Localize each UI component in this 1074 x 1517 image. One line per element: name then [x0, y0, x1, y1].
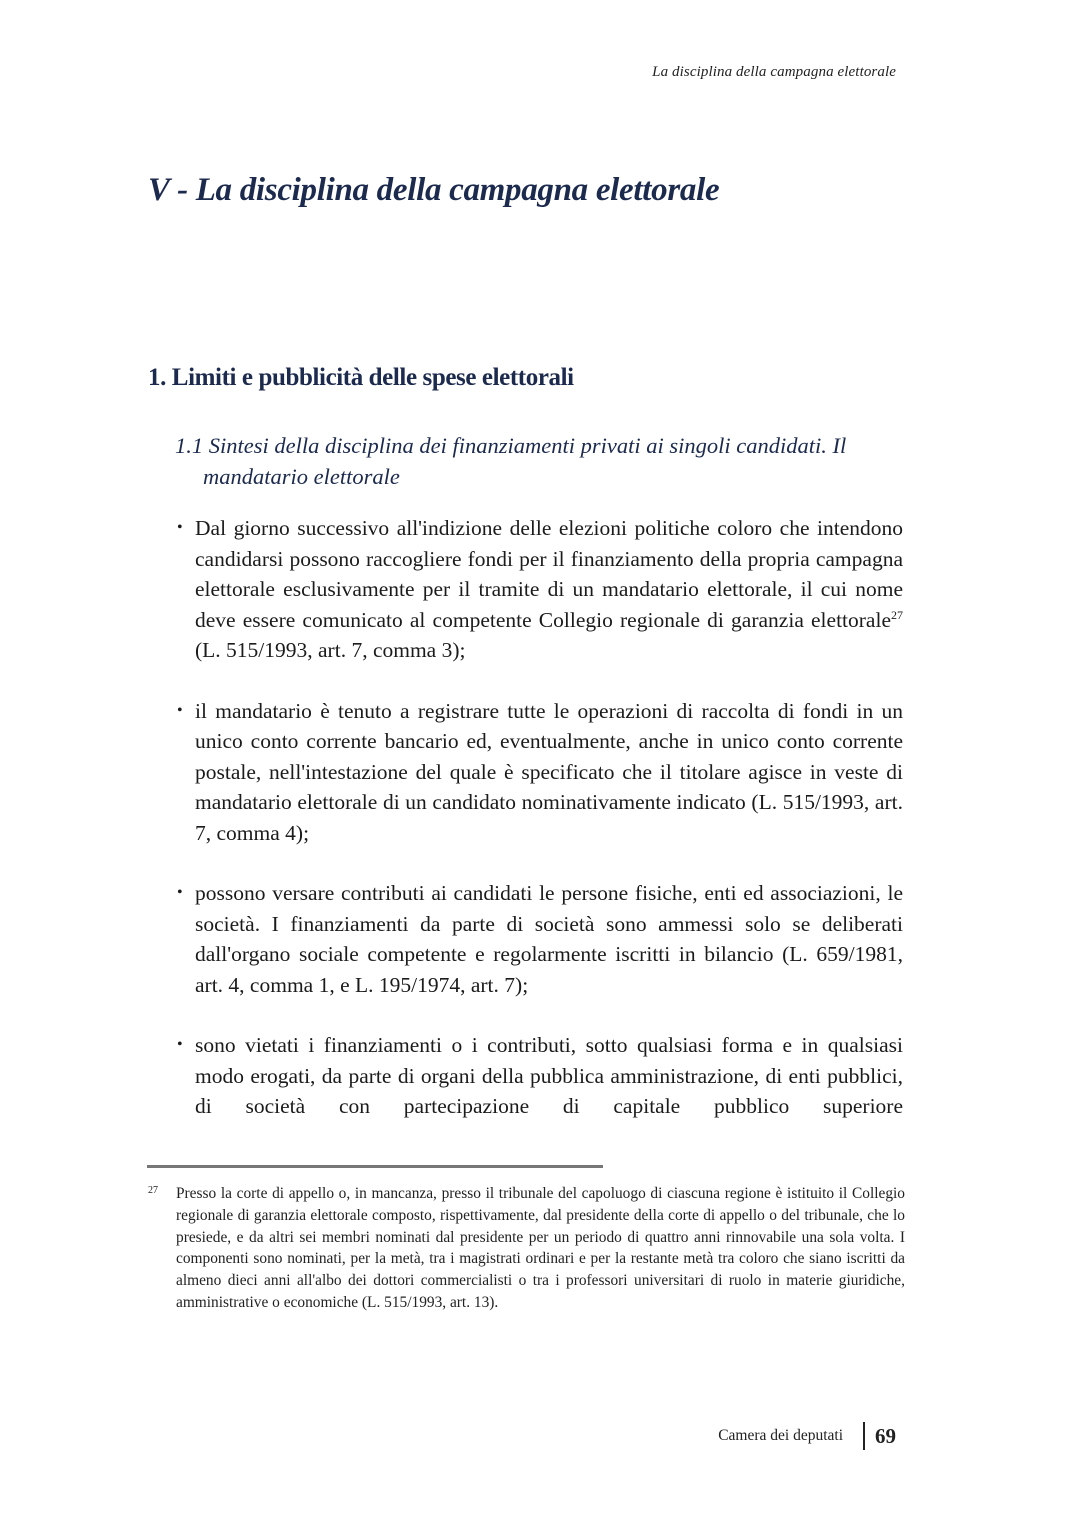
- section-title: 1. Limiti e pubblicità delle spese elettorali: [148, 364, 574, 391]
- bullet-item: [175, 878, 903, 1000]
- chapter-title: V - La disciplina della campagna elettorale: [148, 172, 720, 208]
- bullet-list: [175, 513, 903, 1152]
- footnote-divider: [147, 1165, 603, 1168]
- subsection-title: 1.1 Sintesi della disciplina dei finanziamenti privati ai singoli candidati. Il mandatario elettorale: [175, 433, 847, 489]
- bullet-text: Dal giorno successivo all'indizione delle elezioni politiche coloro che intendono candidarsi possono raccogliere fondi per il finanziamento della propria campagna elettorale esclusivamente per il tramite di un mandatario elettorale, il cui nome deve essere comunicato al competente Collegio regionale di garanzia elettorale: [195, 516, 903, 632]
- bullet-text: possono versare contributi ai candidati le persone fisiche, enti ed associazioni, le società. I finanziamenti da parte di società sono ammessi solo se deliberati dall'organo sociale competente e regolarmente iscritti in bilancio (L. 659/1981, art. 4, comma 1, e L. 195/1974, art. 7);: [195, 881, 903, 997]
- page-footer: [718, 1422, 896, 1450]
- bullet-text: sono vietati i finanziamenti o i contributi, sotto qualsiasi forma e in qualsiasi modo erogati, da parte di organi della pubblica amministrazione, di enti pubblici, di società con partecipazione di capitale pubblico superiore: [195, 1033, 903, 1118]
- bullet-dot-icon: •: [177, 701, 183, 719]
- footnote: [148, 1183, 905, 1314]
- bullet-text: il mandatario è tenuto a registrare tutte le operazioni di raccolta di fondi in un unico conto corrente bancario ed, eventualmente, anche in unico conto corrente postale, nell'intestazione del quale è specificato che il titolare agisce in veste di mandatario elettorale di un candidato nominativamente indicato (L. 515/1993, art. 7, comma 4);: [195, 698, 903, 845]
- bullet-item: [175, 1030, 903, 1122]
- bullet-dot-icon: •: [177, 1036, 183, 1053]
- footer-divider: [863, 1422, 865, 1450]
- bullet-item: [175, 696, 903, 849]
- running-header: La disciplina della campagna elettorale: [652, 64, 896, 80]
- bullet-dot-icon: •: [177, 884, 183, 901]
- footnote-number: 27: [148, 1185, 158, 1196]
- bullet-text-citation: (L. 515/1993, art. 7, comma 3);: [195, 638, 466, 662]
- page-number: 69: [875, 1423, 896, 1448]
- bullet-dot-icon: •: [177, 519, 183, 536]
- bullet-item: [175, 513, 903, 666]
- publisher-name: Camera dei deputati: [718, 1427, 843, 1444]
- footnote-reference[interactable]: 27: [891, 607, 903, 622]
- footnote-text: Presso la corte di appello o, in mancanza, presso il tribunale del capoluogo di ciascuna regione è istituito il Collegio regionale di garanzia elettorale composto, rispettivamente, dal presidente della corte di appello o del tribunale, che lo presiede, e da altri sei membri nominati dal presidente per un periodo di quattro anni rinnovabile una sola volta. I componenti sono nominati, per la metà, tra i magistrati ordinari e per la restante metà tra coloro che siano iscritti da almeno dieci anni all'albo dei dottori commercialisti o tra i professori universitari di ruolo in materie giuridiche, amministrative o economiche (L. 515/1993, art. 13).: [176, 1185, 905, 1311]
